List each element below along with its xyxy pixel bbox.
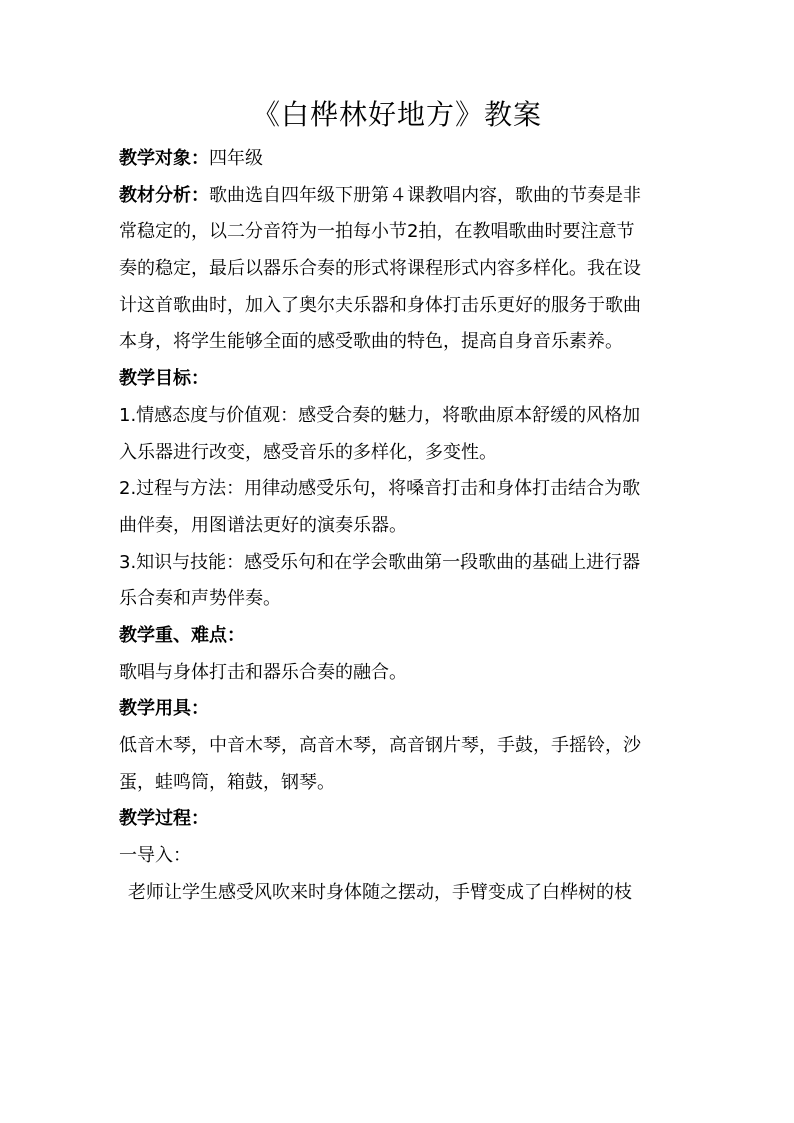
teaching-object-value: 四年级 <box>209 148 263 169</box>
teaching-tools-line-2: 蛋，蛙鸣筒，箱鼓，钢琴。 <box>119 771 335 793</box>
material-analysis-line-3: 奏的稳定，最后以器乐合奏的形式将课程形式内容多样化。我在设 <box>119 258 641 280</box>
teaching-object-line <box>119 141 675 178</box>
document-body <box>119 141 675 911</box>
material-analysis-label: 教材分析： <box>119 184 209 206</box>
teaching-tools-heading: 教学用具： <box>119 698 209 720</box>
material-analysis-line-4: 计这首歌曲时，加入了奥尔夫乐器和身体打击乐更好的服务于歌曲 <box>119 294 641 316</box>
teaching-tools-line-1: 低音木琴，中音木琴，高音木琴，高音钢片琴，手鼓，手摇铃，沙 <box>119 735 641 756</box>
intro-text-line-1: 老师让学生感受风吹来时身体随之摆动，手臂变成了白桦树的枝 <box>128 881 632 903</box>
goal-3-line-1: 3.知识与技能：感受乐句和在学会歌曲第一段歌曲的基础上进行器 <box>119 551 641 573</box>
goal-1-line-2: 入乐器进行改变，感受音乐的多样化，多变性。 <box>119 441 497 463</box>
teaching-goals-heading: 教学目标： <box>119 368 209 390</box>
material-analysis-line-5: 本身，将学生能够全面的感受歌曲的特色，提高自身音乐素养。 <box>119 331 623 353</box>
goal-2-line-1: 2.过程与方法：用律动感受乐句，将嗓音打击和身体打击结合为歌 <box>119 478 641 500</box>
document-title: 《白桦林好地方》教案 <box>251 98 542 131</box>
goal-1-line-1: 1.情感态度与价值观：感受合奏的魅力，将歌曲原本舒缓的风格加 <box>119 404 641 426</box>
material-analysis-line-1 <box>119 178 675 215</box>
material-analysis-line-2: 常稳定的，以二分音符为一拍每小节2拍，在教唱歌曲时要注意节 <box>119 221 635 243</box>
intro-heading: 一导入： <box>119 845 191 867</box>
goal-2-line-2: 曲伴奏，用图谱法更好的演奏乐器。 <box>119 514 407 536</box>
key-points-heading: 教学重、难点： <box>119 624 245 646</box>
teaching-object-label: 教学对象： <box>119 148 209 169</box>
goal-3-line-2: 乐合奏和声势伴奏。 <box>119 588 281 610</box>
key-points-text: 歌唱与身体打击和器乐合奏的融合。 <box>119 661 407 683</box>
material-analysis-text-1: 歌曲选自四年级下册第４课教唱内容，歌曲的节奏是非 <box>209 184 641 206</box>
teaching-process-heading: 教学过程： <box>119 808 209 830</box>
